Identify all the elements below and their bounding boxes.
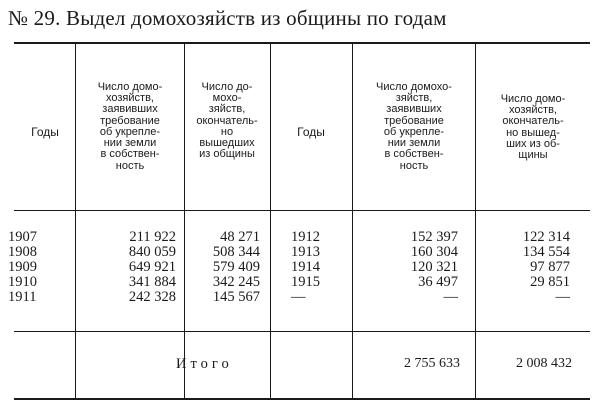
requested-column-left	[84, 230, 176, 305]
years-column-left	[8, 230, 58, 305]
header-withdrawn-left: Число до- мохо- зяйств, окончатель- но вышедших из общины	[196, 81, 258, 161]
total-withdrawn: 2 008 432	[516, 356, 572, 371]
value-cell: 649 921	[128, 259, 176, 275]
value-cell: 145 567	[212, 289, 260, 305]
value-cell: 211 922	[129, 229, 176, 245]
value-cell: 342 245	[212, 274, 260, 290]
value-cell: 160 304	[410, 244, 458, 260]
requested-column-right	[366, 230, 458, 305]
page-title: № 29. Выдел домохозяйств из общины по годам	[8, 6, 447, 30]
value-cell: 36 497	[418, 274, 458, 290]
header-requested-right: Число домохо- зяйств, заявивших требование об укрепле- нии земли в собствен- ность	[376, 81, 452, 172]
column-divider	[270, 44, 271, 398]
total-divider	[14, 331, 590, 332]
header-years-left: Годы	[31, 125, 59, 139]
column-divider	[184, 44, 185, 398]
value-cell: 152 397	[410, 229, 458, 245]
value-cell: 97 877	[530, 259, 570, 275]
value-cell: 242 328	[128, 289, 176, 305]
year-cell: 1908	[8, 244, 37, 260]
header-withdrawn-right: Число домо- хозяйств, окончатель- но вышед- ших из об- щины	[500, 93, 566, 162]
year-cell: 1910	[8, 274, 37, 290]
value-cell: 840 059	[128, 244, 176, 260]
column-divider	[475, 44, 476, 398]
year-cell: 1909	[8, 259, 37, 275]
value-cell: 341 884	[128, 274, 176, 290]
year-cell: —	[291, 289, 306, 305]
header-requested-left: Число домо- хозяйств, заявивших требование об укрепле- нии земли в собствен- ность	[97, 81, 163, 172]
value-cell: 122 314	[522, 229, 570, 245]
withdrawn-column-right	[486, 230, 570, 305]
year-cell: 1913	[291, 244, 320, 260]
year-cell: 1915	[291, 274, 320, 290]
value-cell: 29 851	[530, 274, 570, 290]
value-cell: 579 409	[212, 259, 260, 275]
year-cell: 1912	[291, 229, 320, 245]
total-requested: 2 755 633	[404, 356, 460, 371]
value-cell: 508 344	[212, 244, 260, 260]
year-cell: 1907	[8, 229, 37, 245]
column-divider	[352, 44, 353, 398]
column-divider	[75, 44, 76, 398]
header-years-right: Годы	[297, 125, 325, 139]
value-cell: 120 321	[410, 259, 458, 275]
value-cell: 134 554	[522, 244, 570, 260]
value-cell: —	[443, 289, 458, 305]
value-cell: 48 271	[220, 229, 260, 245]
header-divider	[14, 210, 590, 211]
years-column-right	[291, 230, 341, 305]
data-table	[8, 42, 590, 400]
total-label: Итого	[176, 356, 233, 372]
year-cell: 1914	[291, 259, 320, 275]
value-cell: —	[555, 289, 570, 305]
year-cell: 1911	[8, 289, 37, 305]
withdrawn-column-left	[188, 230, 260, 305]
